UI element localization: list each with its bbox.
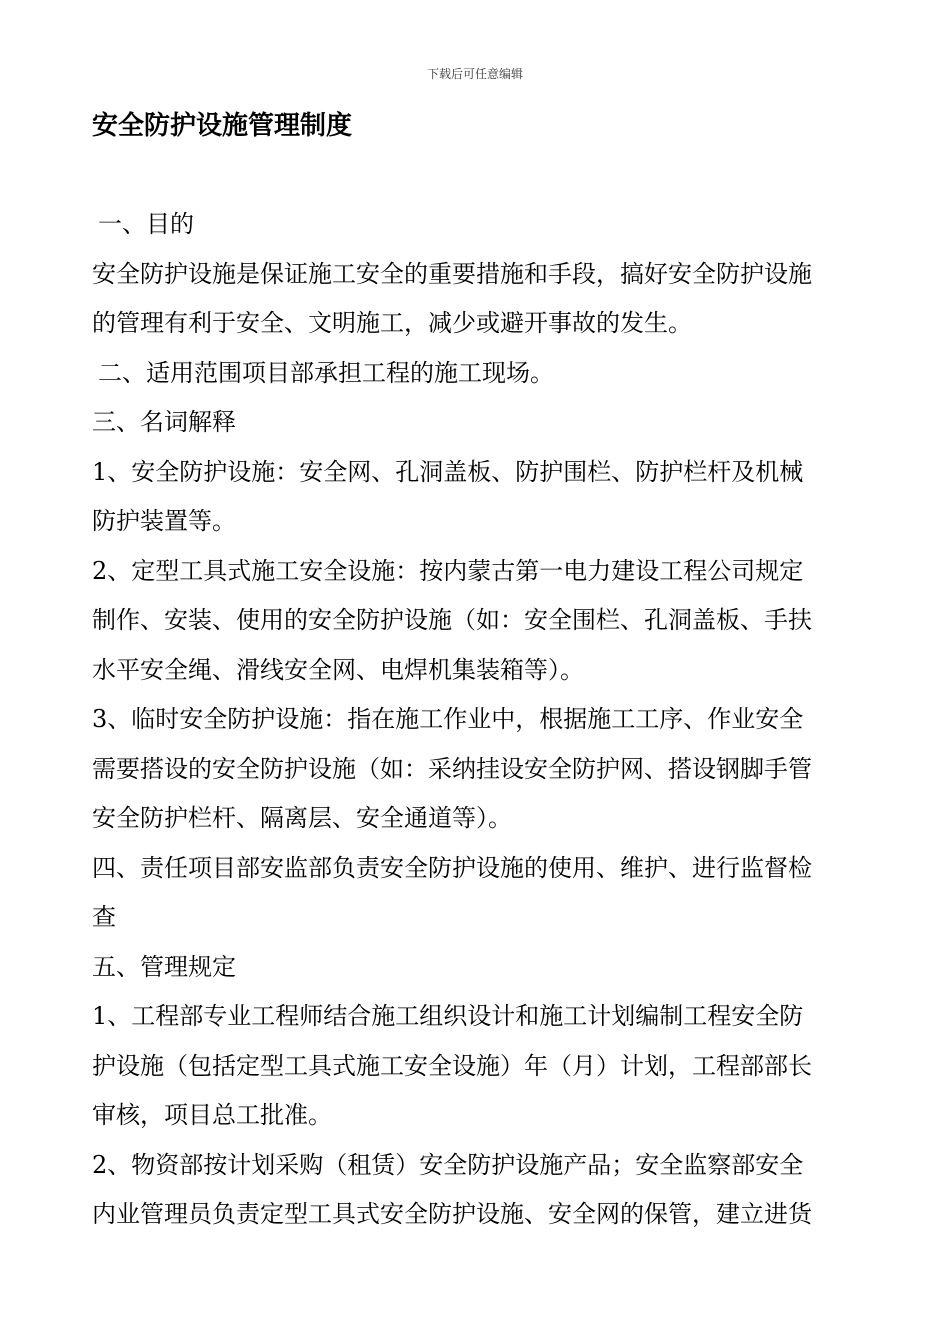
section-heading-purpose: 一、目的 — [98, 210, 194, 238]
paragraph-line: 需要搭设的安全防护设施（如：采纳挂设安全防护网、搭设钢脚手管 — [92, 754, 812, 783]
paragraph-line: 安全防护栏杆、隔离层、安全通道等）。 — [92, 804, 512, 832]
document-body — [92, 200, 862, 1240]
paragraph-line: 的管理有利于安全、文明施工，减少或避开事故的发生。 — [92, 309, 692, 337]
paragraph-line: 查 — [92, 903, 116, 931]
paragraph-line: 3、临时安全防护设施：指在施工作业中，根据施工工序、作业安全 — [92, 705, 804, 733]
paragraph-line: 审核，项目总工批准。 — [92, 1101, 332, 1129]
section-heading-scope: 二、适用范围项目部承担工程的施工现场。 — [98, 358, 554, 387]
section-heading-definitions: 三、名词解释 — [92, 408, 236, 436]
section-heading-responsibility: 四、责任项目部安监部负责安全防护设施的使用、维护、进行监督检 — [92, 853, 812, 882]
paragraph-line: 护设施（包括定型工具式施工安全设施）年（月）计划，工程部部长 — [92, 1051, 812, 1080]
paragraph-line: 2、物资部按计划采购（租赁）安全防护设施产品；安全监察部安全 — [92, 1150, 804, 1179]
paragraph-line: 1、安全防护设施：安全网、孔洞盖板、防护围栏、防护栏杆及机械 — [92, 457, 804, 486]
paragraph-line: 1、工程部专业工程师结合施工组织设计和施工计划编制工程安全防 — [92, 1002, 804, 1030]
paragraph-line: 水平安全绳、滑线安全网、电焊机集装箱等）。 — [92, 655, 584, 684]
page-header-note: 下载后可任意编辑 — [426, 67, 523, 81]
document-title: 安全防护设施管理制度 — [92, 111, 353, 141]
paragraph-line: 内业管理员负责定型工具式安全防护设施、安全网的保管，建立进货 — [92, 1200, 812, 1228]
paragraph-line: 防护装置等。 — [92, 507, 236, 535]
paragraph-line: 安全防护设施是保证施工安全的重要措施和手段，搞好安全防护设施 — [92, 259, 812, 288]
paragraph-line: 制作、安装、使用的安全防护设施（如：安全围栏、孔洞盖板、手扶 — [92, 606, 812, 634]
paragraph-line: 2、定型工具式施工安全设施：按内蒙古第一电力建设工程公司规定 — [92, 556, 804, 585]
section-heading-management-rules: 五、管理规定 — [92, 952, 236, 981]
